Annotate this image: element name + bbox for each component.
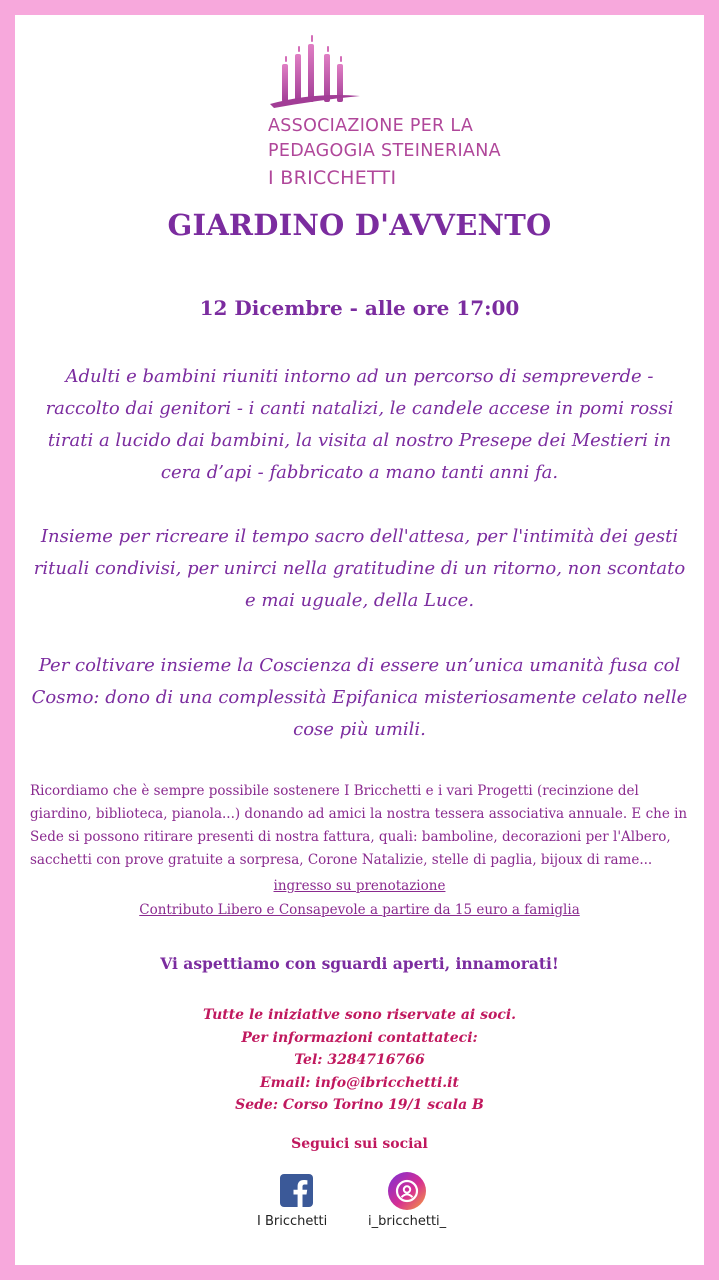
- event-title: GIARDINO D'AVVENTO: [167, 208, 552, 242]
- contribution-link[interactable]: Contributo Libero e Consapevole a partire da 15 euro a famiglia: [139, 902, 580, 918]
- members-only-note: Tutte le iniziative sono riservate ai soci.: [202, 1007, 517, 1023]
- facebook-label[interactable]: I Bricchetti: [257, 1214, 328, 1229]
- org-name-line3: I BRICCHETTI: [268, 167, 397, 189]
- instagram-icon[interactable]: [388, 1172, 426, 1210]
- description-paragraph-3: Per coltivare insieme la Coscienza di essere un’unica umanità fusa col Cosmo: dono di una complessità Epifanica misteriosamente celato nelle cose più umili.: [31, 655, 688, 740]
- contact-phone[interactable]: Tel: 3284716766: [294, 1052, 425, 1068]
- welcome-message: Vi aspettiamo con sguardi aperti, innamorati!: [160, 954, 559, 973]
- org-name-line1: ASSOCIAZIONE PER LA: [268, 116, 474, 136]
- contact-intro: Per informazioni contattateci:: [241, 1030, 478, 1046]
- social-heading: Seguici sui social: [291, 1136, 428, 1152]
- org-name-line2: PEDAGOGIA STEINERIANA: [268, 141, 501, 161]
- contact-email[interactable]: Email: info@ibricchetti.it: [260, 1075, 459, 1091]
- support-reminder: Ricordiamo che è sempre possibile sostenere I Bricchetti e i vari Progetti (recinzione del giardino, biblioteca, pianola...) donando ad amici la nostra tessera associativa annuale. E che in Sede si possono ritirare presenti di nostra fattura, quali: bamboline, decorazioni per l'Albero, sacchetti con prove gratuite a sorpresa, Corone Natalizie, stelle di paglia, bijoux di rame...: [30, 783, 688, 868]
- contact-address: Sede: Corso Torino 19/1 scala B: [235, 1097, 484, 1113]
- booking-link[interactable]: ingresso su prenotazione: [273, 878, 446, 894]
- candles-logo-icon: [268, 32, 368, 112]
- event-date: 12 Dicembre - alle ore 17:00: [199, 296, 520, 320]
- instagram-label[interactable]: i_bricchetti_: [368, 1214, 447, 1229]
- description-paragraph-2: Insieme per ricreare il tempo sacro dell'attesa, per l'intimità dei gesti rituali condivisi, per unirci nella gratitudine di un ritorno, non scontato e mai uguale, della Luce.: [33, 526, 686, 611]
- description-paragraph-1: Adulti e bambini riuniti intorno ad un percorso di sempreverde - raccolto dai genitori - i canti natalizi, le candele accese in pomi rossi tirati a lucido dai bambini, la visita al nostro Presepe dei Mestieri in cera d’api - fabbricato a mano tanti anni fa.: [45, 366, 674, 483]
- facebook-icon[interactable]: [280, 1174, 313, 1207]
